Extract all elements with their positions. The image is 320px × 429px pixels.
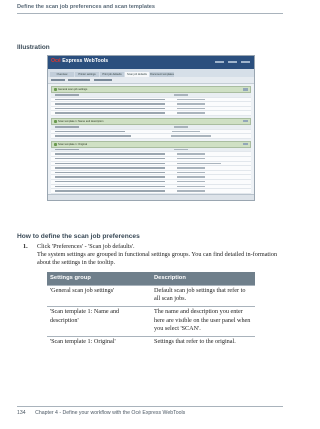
webtools-screenshot: [47, 55, 255, 201]
page-number: 134: [17, 410, 26, 416]
app-logo: Océ Express WebTools: [51, 58, 109, 64]
step-instruction: Click 'Preferences' - 'Scan job defaults'.: [37, 243, 135, 250]
section-header: General scan job settings: [51, 86, 251, 93]
screenshot-tab-overview: Overview: [50, 72, 74, 77]
step-1: [23, 243, 287, 268]
screenshot-body: [48, 84, 254, 201]
screenshot-toolbar: [48, 77, 254, 84]
illustration-heading: Illustration: [17, 44, 50, 51]
cell-settings-group: 'General scan job settings': [47, 286, 151, 307]
step-detail: The system settings are grouped in functional settings groups. You can find detailed in-formation about the settings in the tooltip.: [37, 251, 278, 267]
cell-description: Settings that refer to the original.: [151, 337, 255, 350]
cell-description: The name and description you enter here are visible on the user panel when you select 'SCAN'.: [151, 307, 255, 337]
table-row: [47, 307, 255, 337]
cell-description: Default scan job settings that refer to all scan jobs.: [151, 286, 255, 307]
step-number: 1.: [23, 243, 28, 250]
screenshot-tab-scan-defaults: Scan job defaults: [125, 72, 149, 77]
screenshot-tab-printer-settings: Printer settings: [75, 72, 99, 77]
column-header-description: Description: [151, 272, 255, 286]
footer-divider: [17, 406, 283, 407]
column-header-settings-group: Settings group: [47, 272, 151, 286]
screenshot-section-name: [51, 118, 251, 139]
screenshot-top-links: [215, 59, 250, 63]
screenshot-tab-templates: Document templates: [150, 73, 174, 76]
section-header: Scan template 1: Original: [51, 141, 251, 148]
screenshot-tab-print-defaults: Print job defaults: [100, 72, 124, 77]
chapter-title: Chapter 4 - Define your workflow with the Océ Express WebTools: [35, 410, 186, 416]
cell-settings-group: 'Scan template 1: Name and description': [47, 307, 151, 337]
header-divider: [17, 13, 283, 14]
screenshot-section-original: [51, 141, 251, 201]
screenshot-tabs: [48, 69, 254, 77]
page-footer: [17, 410, 185, 416]
settings-groups-table: [47, 272, 255, 349]
table-row: [47, 286, 255, 307]
cell-settings-group: 'Scan template 1: Original': [47, 337, 151, 350]
screenshot-section-general: [51, 86, 251, 116]
running-header: Define the scan job preferences and scan templates: [17, 4, 156, 10]
section-heading: How to define the scan job preferences: [17, 233, 140, 240]
screenshot-banner: [48, 56, 254, 69]
screenshot-statusbar: [48, 194, 254, 200]
table-row: [47, 337, 255, 350]
section-header: Scan template 1: Name and description: [51, 118, 251, 125]
table-header-row: [47, 272, 255, 286]
